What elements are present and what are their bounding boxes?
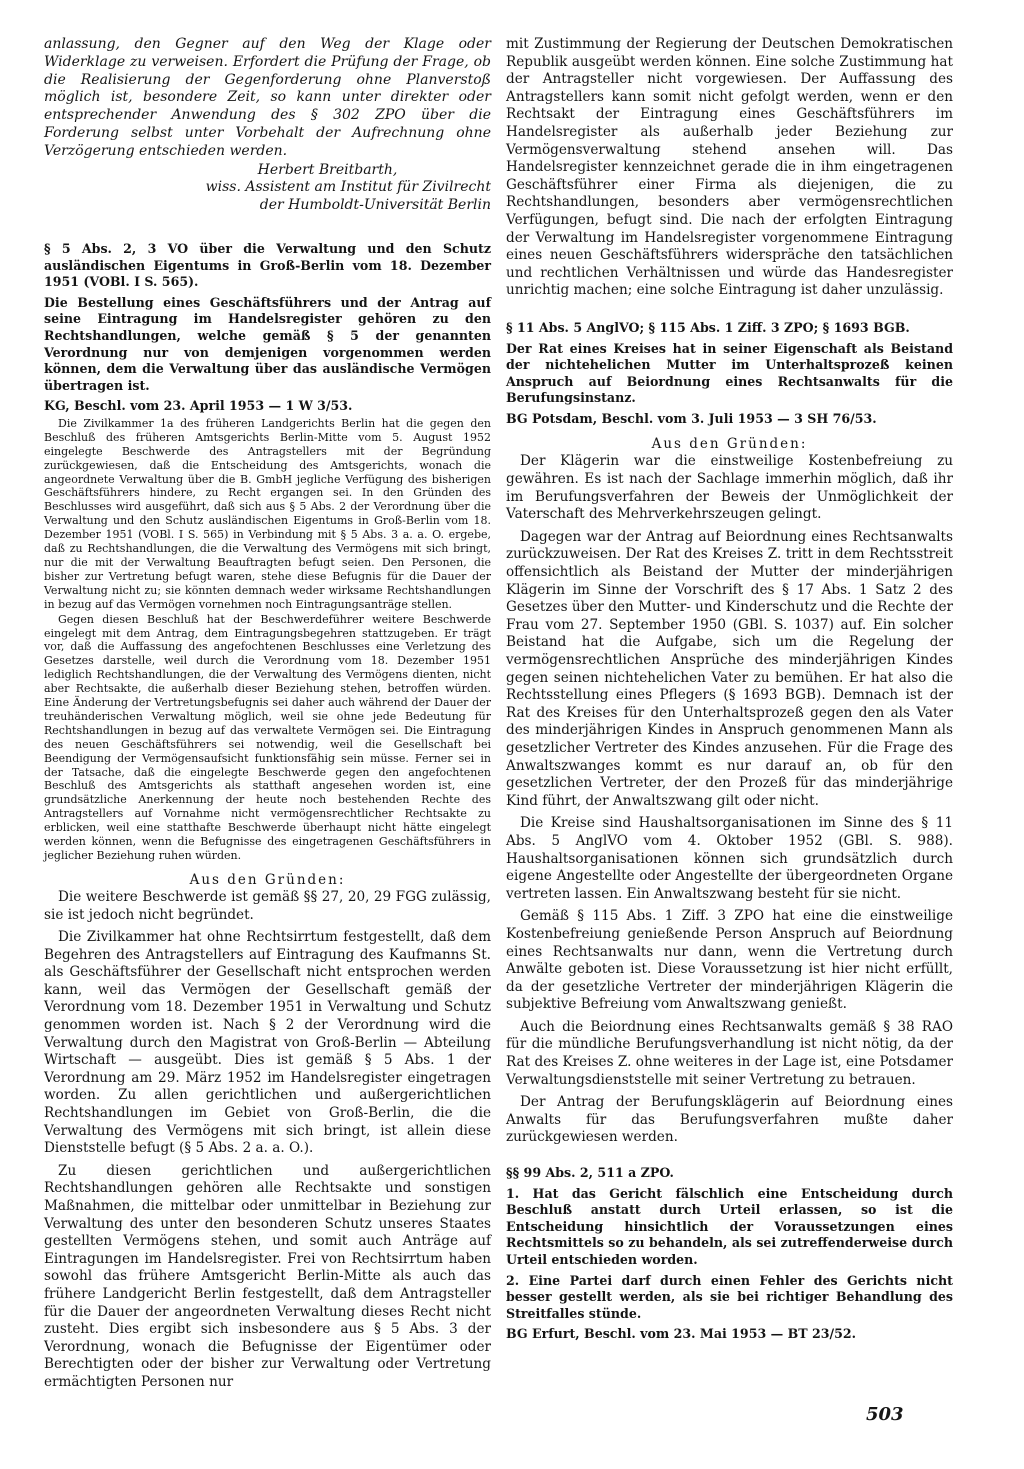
case2-court: BG Potsdam, Beschl. vom 3. Juli 1953 — 3 SH 76/53. [506, 410, 877, 426]
case2-paragraph-2: Dagegen war der Antrag auf Beiordnung eines Rechtsanwalts zurückzuweisen. Der Rat des Kreises Z. tritt in dem Rechtsstreit offensichtlich als Beistand der Mutter der minderjährigen Klägerin im Sinne der Vorschrift des § 17 Abs. 1 Satz 2 des Gesetzes über den Mutter- und Kinderschutz und die Rechte der Frau vom 27. September 1950 (GBl. S. 1037) auf. Ein solcher Beistand hat die Aufgabe, sich um die Regelung der vermögensrechtlichen Ansprüche des minderjährigen Kindes gegen seinen nichtehelichen Vater zu bemühen. Er hat also die Rechtsstellung eines Pflegers (§ 1693 BGB). Demnach ist der Rat des Kreises für den Unterhaltsprozeß gegen den als Vater des minderjährigen Kindes in Anspruch genommenen Mann als gesetzlicher Vertreter des Kindes anzusehen. Für die Frage des Anwaltszwanges kommt es nur darauf an, ob für den gesetzlichen Vertreter, der den Prozeß für das minderjährige Kind führt, der Anwaltszwang gilt oder nicht. [506, 528, 953, 809]
case2-paragraph-4: Gemäß § 115 Abs. 1 Ziff. 3 ZPO hat eine die einstweilige Kostenbefreiung genießende Person Anspruch auf Beiordnung eines Rechtsanwalts nur dann, wenn die Vertretung durch Anwälte geboten ist. Diese Voraussetzung ist hier nicht erfüllt, da der gesetzliche Vertreter der minderjährigen Klägerin die subjektive Befreiung vom Anwaltszwang genießt. [506, 908, 953, 1013]
case2-paragraph-6: Der Antrag der Berufungsklägerin auf Beiordnung eines Anwalts für das Berufungsverfahren mußte daher zurückgewiesen werden. [506, 1094, 953, 1146]
case2-heading: § 11 Abs. 5 AnglVO; § 115 Abs. 1 Ziff. 3 ZPO; § 1693 BGB. [506, 319, 910, 335]
case1-lead: Die Bestellung eines Geschäftsführers und der Antrag auf seine Eintragung im Handelsregister gehören zu den Rechtshandlungen, welche gemäß § 5 der genannten Verordnung nur von demjenigen vorgenommen werden können, dem die Verwaltung über das ausländische Vermögen übertragen ist. [44, 294, 491, 393]
author-title-line-1: wiss. Assistent am Institut für Zivilrecht [205, 179, 491, 196]
right-column [506, 36, 953, 1343]
case1-heading: § 5 Abs. 2, 3 VO über die Verwaltung und den Schutz ausländischen Eigentums in Groß-Berlin vom 18. Dezember 1951 (VOBl. I S. 565). [44, 240, 491, 290]
case1-reason-1: Die weitere Beschwerde ist gemäß §§ 27, 20, 29 FGG zulässig, sie ist jedoch nicht begründet. [44, 888, 491, 923]
case3-lead-2: 2. Eine Partei darf durch einen Fehler des Gerichts nicht besser gestellt werden, als sie bei richtiger Behandlung des Streitfalles stünde. [506, 1272, 953, 1321]
author-name: Herbert Breitbarth, [257, 161, 398, 178]
case1-court: KG, Beschl. vom 23. April 1953 — 1 W 3/53. [44, 398, 353, 414]
case2-paragraph-1: Der Klägerin war die einstweilige Kostenbefreiung zu gewähren. Es ist nach der Sachlage immerhin möglich, daß ihr im Berufungsverfahren der Beweis der Unmöglichkeit der Vaterschaft des Mehrverkehrszeugen gelingt. [506, 453, 953, 523]
case3-court: BG Erfurt, Beschl. vom 23. Mai 1953 — BT 23/52. [506, 1326, 857, 1342]
page-number: 503 [866, 1404, 904, 1425]
continuation-paragraph: mit Zustimmung der Regierung der Deutschen Demokratischen Republik ausgeübt werden können. Eine solche Zustimmung hat der Antragsteller nicht vorgewiesen. Der Auffassung des Antragstellers kann somit nicht gefolgt werden, wenn er den Rechtsakt der Eintragung eines Geschäftsführers im Handelsregister als außerhalb jeder Beziehung zur Vermögensverwaltung stehend ansehen will. Das Handelsregister kennzeichnet gerade die in ihm eingetragenen Geschäftsführer einer Firma als diejenigen, die zu Rechtshandlungen, besonders aber vermögensrechtlichen Verfügungen, befugt sind. Die nach der erfolgten Eintragung der Verwaltung im Handelsregister vorgenommene Eintragung eines neuen Geschäftsführers widerspräche den tatsächlichen und rechtlichen Verhältnissen und würde das Handesregister unrichtig machen; eine solche Eintragung ist daher unzulässig. [506, 36, 953, 299]
case1-facts-2: Gegen diesen Beschluß hat der Beschwerdeführer weitere Beschwerde eingelegt mit dem Antrag, dem Eintragungsbegehren stattzugeben. Er trägt vor, daß die Auffassung des angefochtenen Beschlusses eine Verletzung des Gesetzes darstelle, weil durch die Verordnung vom 18. Dezember 1951 lediglich Rechtshandlungen, die der Verwaltung des Vermögens dienten, nicht aber Rechtsakte, die außerhalb dieser Beziehung stehen, betroffen würden. Eine Änderung der Vertretungsbefugnis sei daher auch während der Dauer der treuhänderischen Verwaltung möglich, weil sie ohne jede Bedeutung für Rechtshandlungen in bezug auf das verwaltete Vermögen sei. Die Eintragung des neuen Geschäftsführers sei notwendig, weil die Gesellschaft bei Beendigung der Vermögensaufsicht funktionsfähig sein müsse. Ferner sei in der Tatsache, daß die eingelegte Beschwerde gegen den angefochtenen Beschluß des Amtsgerichts als statthaft angesehen worden ist, eine grundsätzliche Anerkennung der heute noch bestehenden Rechte des Antragstellers auf Vornahme nicht vermögensrechtlicher Rechtsakte zu erblicken, weil eine statthafte Beschwerde überhaupt nicht hätte eingelegt werden können, wenn die Befugnisse des eingetragenen Geschäftsführers in jeglicher Beziehung ruhen würden. [44, 612, 491, 862]
case2-lead: Der Rat eines Kreises hat in seiner Eigenschaft als Beistand der nichtehelichen Mutter im Unterhaltsprozeß keinen Anspruch auf Beiordnung eines Rechtsanwalts für die Berufungsinstanz. [506, 340, 953, 406]
case2-paragraph-5: Auch die Beiordnung eines Rechtsanwalts gemäß § 38 RAO für die mündliche Berufungsverhandlung ist nicht nötig, da der Rat des Kreises Z. ohne weiteres in der Lage ist, eine Potsdamer Verwaltungsdienststelle mit seiner Vertretung zu betrauen. [506, 1018, 953, 1088]
case3-lead-1: 1. Hat das Gericht fälschlich eine Entscheidung durch Beschluß anstatt durch Urteil erlassen, so ist die Entscheidung hinsichtlich der Voraussetzungen eines Rechtsmittels so zu behandeln, als sei zutreffenderweise durch Urteil entschieden worden. [506, 1185, 953, 1267]
case1-facts-1: Die Zivilkammer 1a des früheren Landgerichts Berlin hat die gegen den Beschluß des früheren Amtsgerichts Berlin-Mitte vom 5. August 1952 eingelegte Beschwerde des Antragstellers mit der Begründung zurückgewiesen, daß die Entscheidung des Amtsgerichts, wonach die angeordnete Verwaltung über die B. GmbH jegliche Verfügung des bisherigen Geschäftsführers hindere, zu Recht ergangen sei. In den Gründen des Beschlusses wird ausgeführt, daß sich aus § 5 Abs. 2 der Verordnung über die Verwaltung und den Schutz ausländischen Eigentums in Groß-Berlin vom 18. Dezember 1951 (VOBl. I S. 565) in Verbindung mit § 5 Abs. 3 a. a. O. ergebe, daß zu Rechtshandlungen, die die Verwaltung des Vermögens mit sich bringt, nur die mit der Verwaltung Beauftragten befugt seien. Den Personen, die bisher zur Vertretung befugt waren, stehe diese Befugnis für die Dauer der Verwaltung nicht zu; sie könnten demnach weder wirksame Rechtshandlungen in bezug auf das Vermögen vornehmen noch Eintragungsanträge stellen. [44, 416, 491, 611]
case1-reason-2: Die Zivilkammer hat ohne Rechtsirrtum festgestellt, daß dem Begehren des Antragstellers auf Eintragung des Kaufmanns St. als Geschäftsführer der Gesellschaft nicht entsprochen werden kann, weil das Vermögen der Gesellschaft gemäß der Verordnung vom 18. Dezember 1951 in Verwaltung und Schutz genommen worden ist. Nach § 2 der Verordnung wird die Verwaltung durch den Magistrat von Groß-Berlin — Abteilung Wirtschaft — ausgeübt. Dies ist gemäß § 5 Abs. 1 der Verordnung am 29. März 1952 im Handelsregister eingetragen worden. Zu allen gerichtlichen und außergerichtlichen Rechtshandlungen im Gebiet von Groß-Berlin, die die Verwaltung des Vermögens mit sich bringt, ist allein diese Dienststelle befugt (§ 5 Abs. 2 a. a. O.). [44, 929, 491, 1157]
author-signature [44, 162, 491, 215]
case2-gruende-heading: Aus den Gründen: [651, 436, 808, 453]
left-column [44, 36, 491, 1392]
case1-reason-3: Zu diesen gerichtlichen und außergerichtlichen Rechtshandlungen gehören alle Rechtsakte und sonstigen Maßnahmen, die mittelbar oder unmittelbar in Beziehung zur Verwaltung des unter den besonderen Schutz unseres Staates gestellten Vermögens stehen, und somit auch Anträge auf Eintragungen im Handelsregister. Frei von Rechtsirrtum haben sowohl das frühere Amtsgericht Berlin-Mitte als auch das frühere Landgericht Berlin festgestellt, daß dem Antragsteller für die Dauer der angeordneten Verwaltung dieses Recht nicht zusteht. Dies ergibt sich insbesondere aus § 5 Abs. 3 der Verordnung, wonach die Befugnisse der Eigentümer oder Berechtigten oder der bisher zur Verwaltung oder Vertretung ermächtigten Personen nur [44, 1162, 491, 1390]
case1-gruende-heading: Aus den Gründen: [189, 871, 346, 888]
author-title-line-2: der Humboldt-Universität Berlin [259, 197, 491, 214]
continuation-italic-paragraph: anlassung, den Gegner auf den Weg der Klage oder Widerklage zu verweisen. Erfordert die Prüfung der Frage, ob die Realisierung der Gegenforderung ohne Planverstoß möglich ist, besondere Zeit, so kann unter direkter oder entsprechender Anwendung des § 302 ZPO über die Forderung selbst unter Vorbehalt der Aufrechnung ohne Verzögerung entschieden werden. [44, 36, 491, 159]
case2-paragraph-3: Die Kreise sind Haushaltsorganisationen im Sinne des § 11 Abs. 5 AnglVO vom 4. Oktober 1952 (GBl. S. 988). Haushaltsorganisationen können sich grundsätzlich durch eigene Angestellte oder Angestellte der übergeordneten Organe vertreten lassen. Ein Anwaltszwang besteht für sie nicht. [506, 815, 953, 902]
case3-heading: §§ 99 Abs. 2, 511 a ZPO. [506, 1165, 674, 1181]
